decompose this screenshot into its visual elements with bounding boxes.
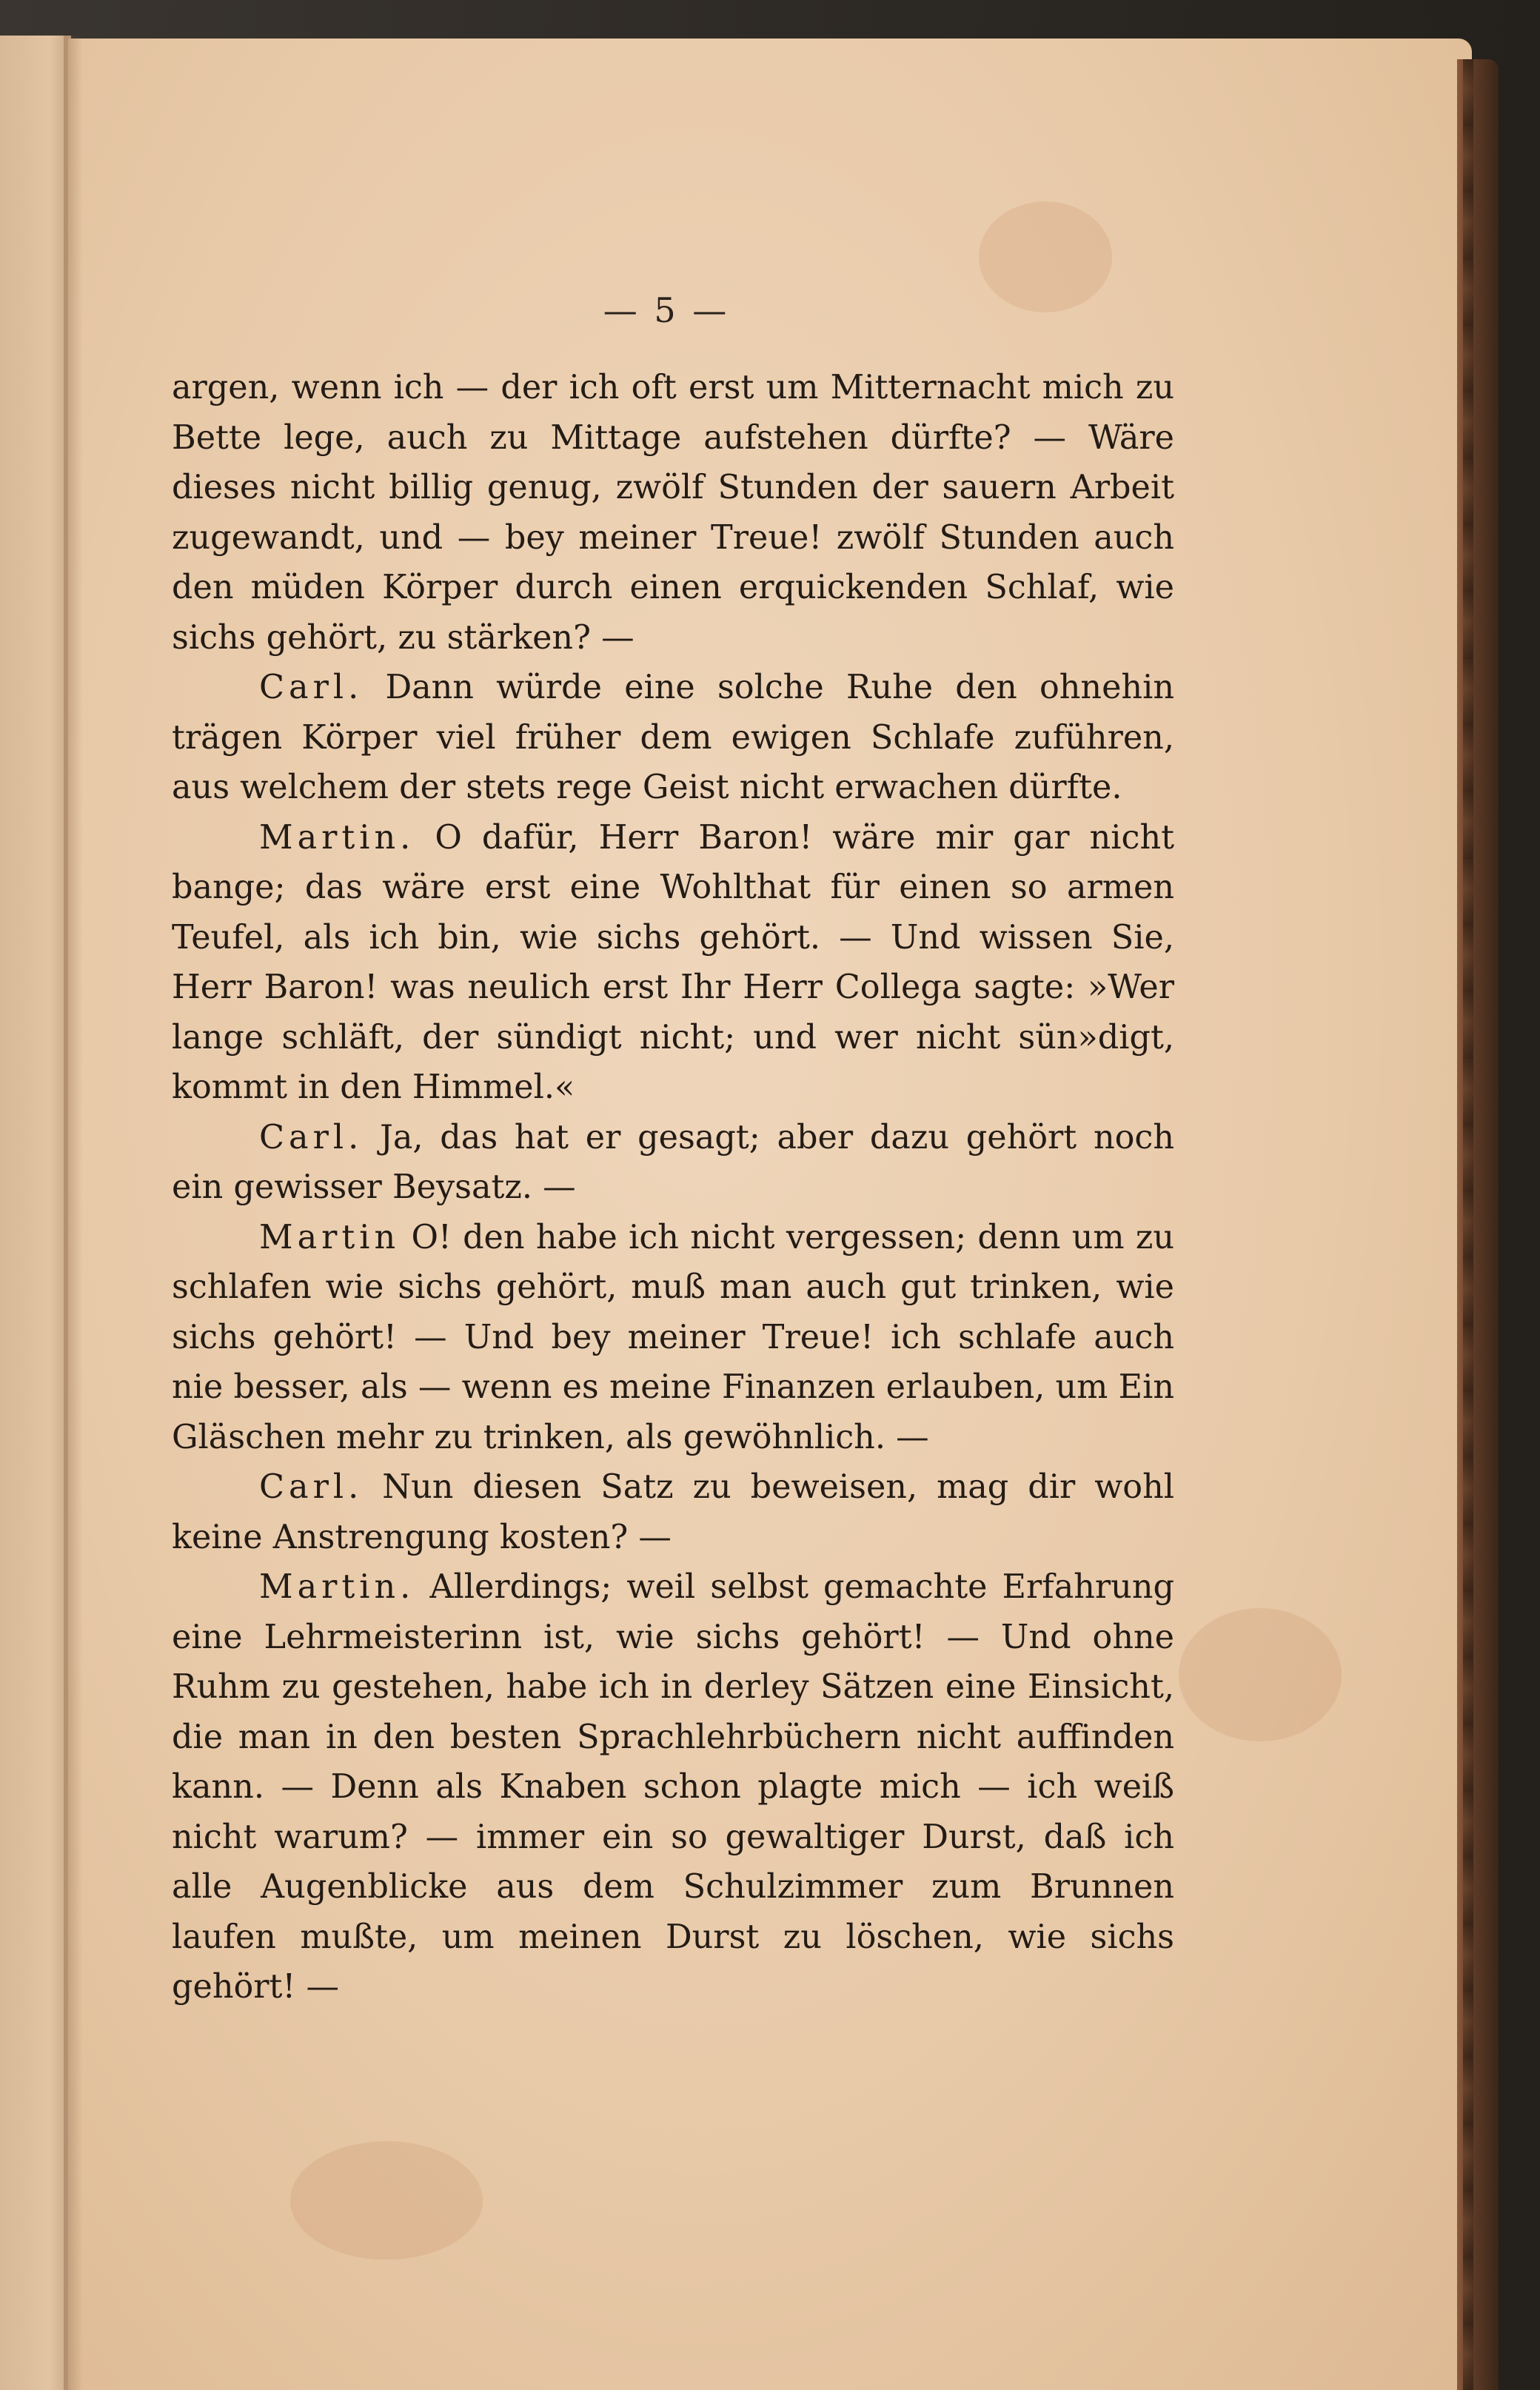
speaker-name: Martin. [259, 1568, 415, 1606]
speaker-name: Martin [259, 1218, 401, 1256]
speaker-name: Carl. [259, 669, 364, 706]
paper-stain [290, 2141, 483, 2260]
paragraph [172, 813, 1174, 1113]
paragraph-text: O dafür, Herr Baron! wäre mir gar nicht bange; das wäre erst eine Wohlthat für einen so armen Teufel, als ich bin, wie sichs gehört. — Und wissen Sie, Herr Baron! was neulich erst Ihr Herr Collega sagte: »Wer lange schläft, der sündigt nicht; und wer nicht sün»digt, kommt in den Himmel.« [172, 818, 1174, 1106]
body-text [172, 363, 1174, 2012]
paragraph [172, 363, 1174, 663]
paragraph-text: argen, wenn ich — der ich oft erst um Mitternacht mich zu Bette lege, auch zu Mittage aufstehen dürfte? — Wäre dieses nicht billig genug, zwölf Stunden der sauern Arbeit zugewandt, und — bey meiner Treue! zwölf Stunden auch den müden Körper durch einen erquickenden Schlaf, wie sichs gehört, zu stärken? — [172, 369, 1174, 657]
paragraph [172, 663, 1174, 813]
page-gutter-shadow [64, 36, 83, 2390]
paragraph-text: Nun diesen Satz zu beweisen, mag dir wohl keine Anstrengung kosten? — [172, 1468, 1174, 1556]
paper-stain [979, 201, 1112, 312]
previous-page-edge [0, 36, 71, 2390]
paragraph-text: Dann würde eine solche Ruhe den ohnehin trägen Körper viel früher dem ewigen Schlafe zuführen, aus welchem der stets rege Geist nicht erwachen dürfte. [172, 669, 1174, 806]
speaker-name: Carl. [259, 1118, 364, 1156]
paragraph-text: Ja, das hat er gesagt; aber dazu gehört noch ein gewisser Beysatz. — [172, 1118, 1174, 1206]
paragraph-text: O! den habe ich nicht vergessen; denn um zu schlafen wie sichs gehört, muß man auch gut trinken, wie sichs gehört! — Und bey meiner Treue! ich schlafe auch nie besser, als — wenn es meine Finanzen erlauben, um Ein Gläschen mehr zu trinken, als gewöhnlich. — [172, 1218, 1174, 1456]
paragraph [172, 1213, 1174, 1463]
paragraph [172, 1113, 1174, 1213]
paragraph [172, 1562, 1174, 2012]
paragraph-text: Allerdings; weil selbst gemachte Erfahrung eine Lehrmeisterinn ist, wie sichs gehört! — Und ohne Ruhm zu gestehen, habe ich in derley Sätzen eine Einsicht, die man in den besten Sprachlehrbüchern nicht auffinden kann. — Denn als Knaben schon plagte mich — ich weiß nicht warum? — immer ein so gewaltiger Durst, daß ich alle Augenblicke aus dem Schulzimmer zum Brunnen laufen mußte, um meinen Durst zu löschen, wie sichs gehört! — [172, 1568, 1174, 2006]
damaged-page-edge [1457, 59, 1499, 2390]
page-number: — 5 — [603, 290, 730, 330]
speaker-name: Carl. [259, 1468, 364, 1506]
paragraph [172, 1462, 1174, 1562]
paper-stain [1179, 1608, 1342, 1741]
speaker-name: Martin. [259, 818, 415, 857]
